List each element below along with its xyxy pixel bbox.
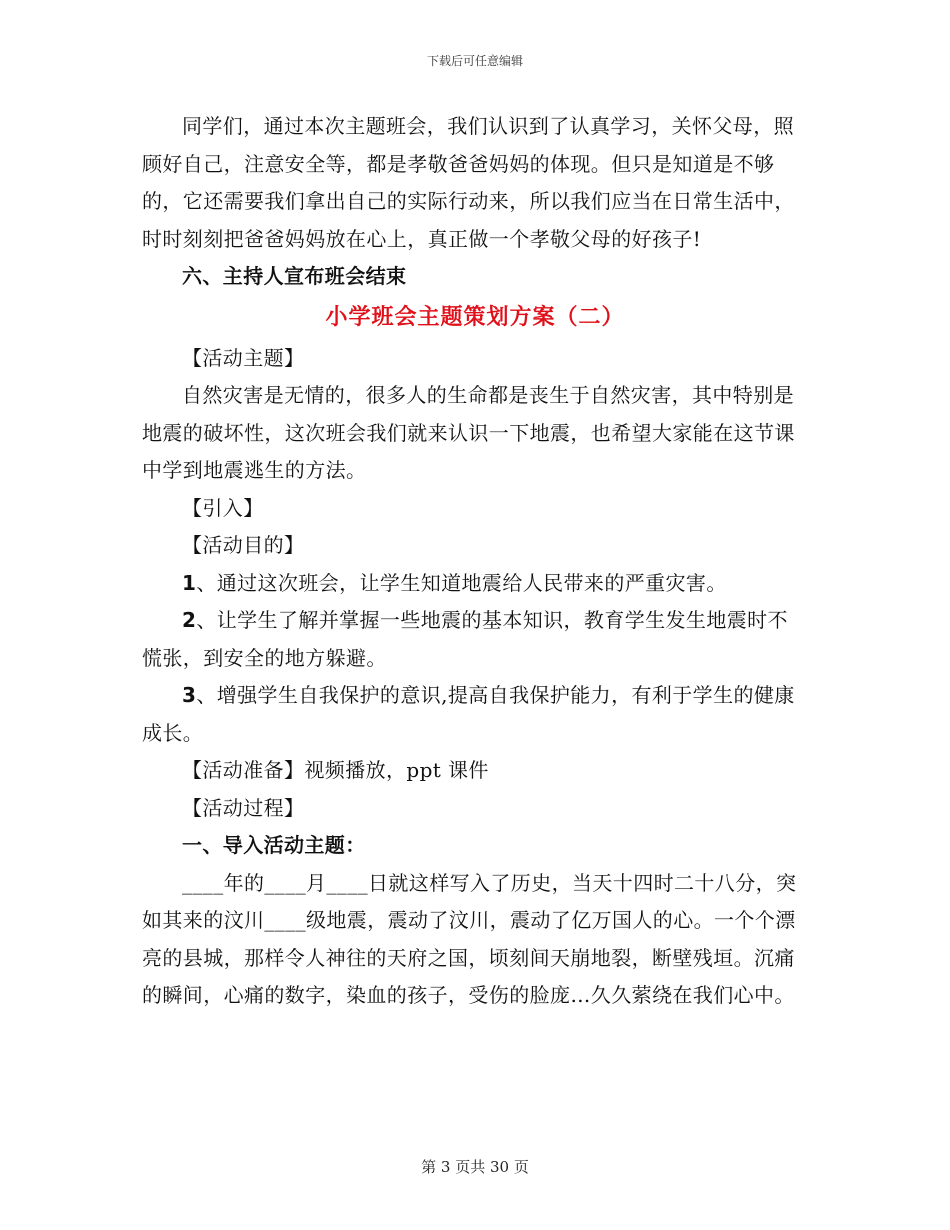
page-header: 下载后可任意编辑	[426, 54, 523, 68]
goal-text-3: 、增强学生自我保护的意识,提高自我保护能力，有利于学生的健康成长。	[142, 683, 795, 745]
step-one-heading: 一、导入活动主题：	[182, 833, 366, 857]
document-body	[142, 108, 808, 1015]
step-one-paragraph: ____年的____月____日就这样写入了历史，当天十四时二十八分，突如其来的汶川____级地震，震动了汶川，震动了亿万国人的心。一个个漂亮的县城，那样令人神往的天府之国，顷刻间天崩地裂，断壁残垣。沉痛的瞬间，心痛的数字，染血的孩子，受伤的脸庞…久久萦绕在我们心中。	[142, 870, 797, 1007]
intro-label: 【引入】	[182, 495, 264, 520]
process-label: 【活动过程】	[182, 795, 305, 820]
goal-item-3	[142, 677, 808, 752]
goal-text-2: 、让学生了解并掌握一些地震的基本知识，教育学生发生地震时不慌张，到安全的地方躲避。	[142, 608, 788, 670]
goal-text-1: 、通过这次班会，让学生知道地震给人民带来的严重灾害。	[196, 570, 727, 595]
theme-paragraph: 自然灾害是无情的，很多人的生命都是丧生于自然灾害，其中特别是地震的破坏性，这次班会我们就来认识一下地震，也希望大家能在这节课中学到地震逃生的方法。	[142, 383, 795, 482]
document-title: 小学班会主题策划方案（二）	[325, 304, 625, 330]
theme-label: 【活动主题】	[182, 345, 305, 370]
closing-paragraph: 同学们，通过本次主题班会，我们认识到了认真学习，关怀父母，照顾好自己，注意安全等，都是孝敬爸爸妈妈的体现。但只是知道是不够的，它还需要我们拿出自己的实际行动来，所以我们应当在日常生活中，时时刻刻把爸爸妈妈放在心上，真正做一个孝敬父母的好孩子!	[142, 114, 795, 251]
preparation-paragraph: 【活动准备】视频播放，ppt 课件	[182, 758, 489, 782]
section-heading-six: 六、主持人宣布班会结束	[182, 264, 407, 288]
goal-item-1	[142, 565, 808, 603]
goal-number-1: 1	[182, 570, 197, 595]
page-footer: 第 3 页共 30 页	[421, 1158, 529, 1176]
goal-label: 【活动目的】	[182, 533, 305, 557]
goal-number-3: 3	[182, 683, 197, 707]
goal-item-2	[142, 602, 808, 677]
goal-number-2: 2	[182, 608, 197, 632]
